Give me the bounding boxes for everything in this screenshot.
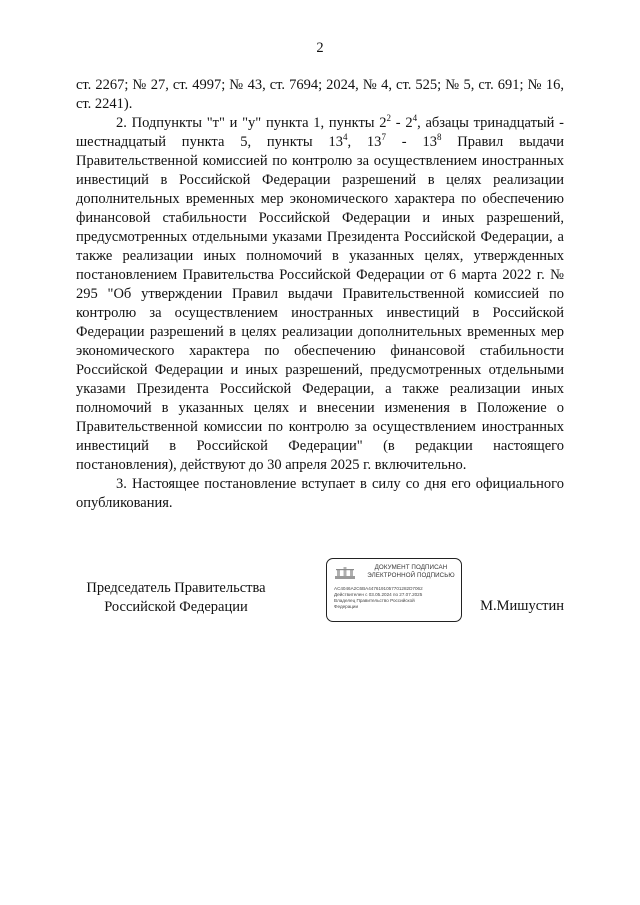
electronic-signature-stamp <box>326 558 462 622</box>
signatory-title-line-1: Председатель Правительства <box>86 580 266 596</box>
signatory-name: М.Мишустин <box>480 598 564 614</box>
stamp-owner-line-1: Владелец Правительство Российской <box>334 598 415 603</box>
stamp-details <box>334 586 460 610</box>
stamp-validity: Действителен с 03.05.2024 по 27.07.2025 <box>334 592 423 597</box>
signatory-title-line-2: Российской Федерации <box>104 599 248 615</box>
paragraph-item-3: 3. Настоящее постановление вступает в силу со дня его официального опубликования. <box>76 476 564 511</box>
state-emblem-icon <box>334 565 356 581</box>
citation-continuation: ст. 2267; № 27, ст. 4997; № 43, ст. 7694; 2024, № 4, ст. 525; № 5, ст. 691; № 16, ст. 2241). <box>76 77 564 112</box>
page-number: 2 <box>316 40 324 56</box>
paragraph-item-2: 2. Подпункты "т" и "у" пункта 1, пункты $2^2 - 2^4$, абзацы тринадцатый - шестнадцатый пункта 5, пункты $13^4$, $13^7 - 13^8$ Правил выдачи Правительственной комиссией по контролю за осуществлением иностранных инвестиций в Российской Федерации разрешений в целях реализации дополнительных временных мер экономического характера по обеспечению финансовой стабильности Российской Федерации и иных разрешений, предусмотренных отдельными указами Президента Российской Федерации, а также реализации иных полномочий в указанных целях, утвержденных постановлением Правительства Российской Федерации от 6 марта 2022 г. № 295 "Об утверждении Правил выдачи Правительственной комиссией по контролю за осуществлением иностранных инвестиций в Российской Федерации разрешений в целях реализации дополнительных временных мер экономического характера по обеспечению финансовой стабильности Российской Федерации и иных разрешений, предусмотренных отдельными указами Президента Российской Федерации, а также реализации иных полномочий в указанных целях и внесении изменения в Положение о Правительственной комиссии по контролю за осуществлением иностранных инвестиций в Российской Федерации" (в редакции настоящего постановления), действуют до 30 апреля 2025 г. включительно. <box>76 113 564 473</box>
stamp-title: ДОКУМЕНТ ПОДПИСАН ЭЛЕКТРОННОЙ ПОДПИСЬЮ <box>367 564 455 579</box>
stamp-owner-line-2: Федерации <box>334 604 359 609</box>
signatory-position <box>76 579 276 617</box>
stamp-certificate: AC4046A2C6BA4476191057701282D7062 <box>334 586 423 591</box>
document-body <box>76 76 564 513</box>
